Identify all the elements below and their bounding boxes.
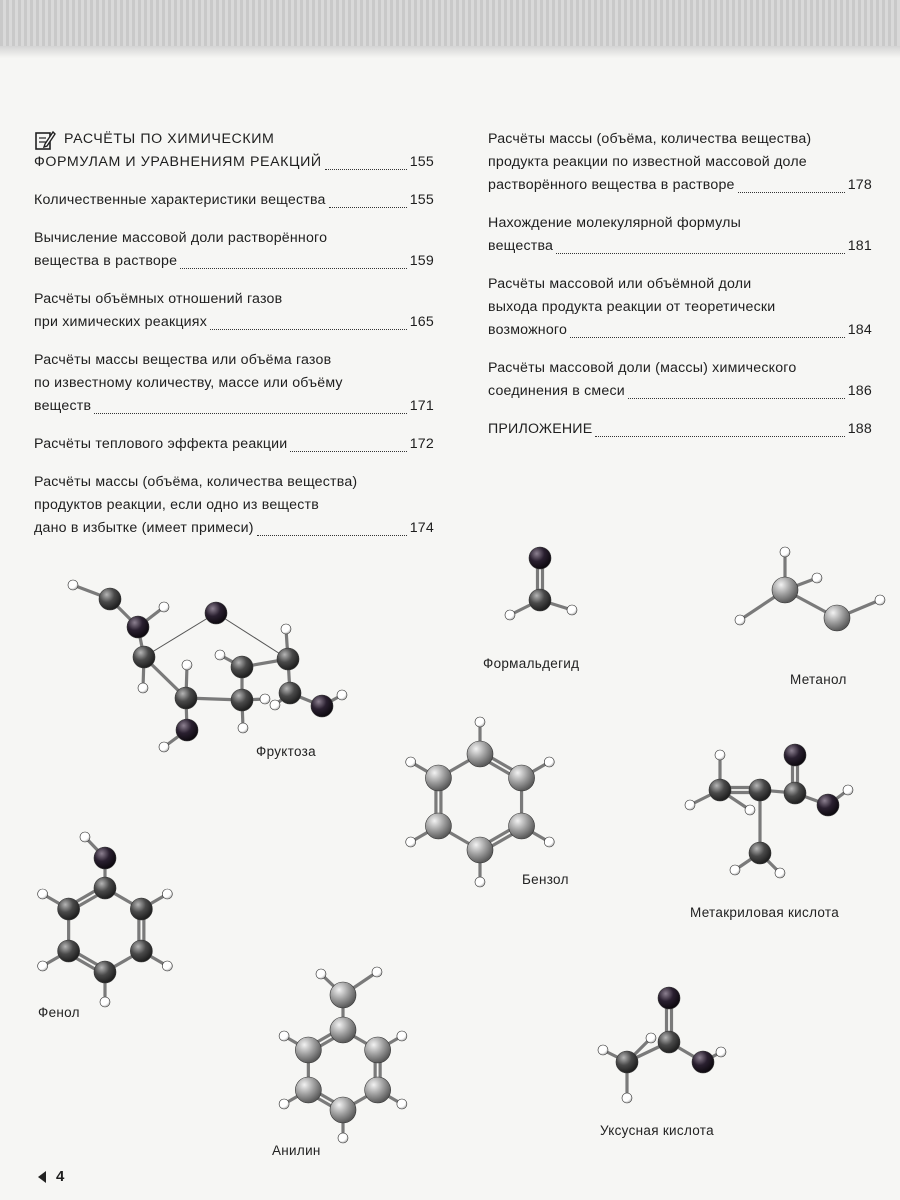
hydrogen-atom bbox=[406, 837, 416, 847]
toc-page-number: 155 bbox=[409, 154, 434, 170]
dot-leader bbox=[595, 435, 844, 437]
oxygen-atom bbox=[784, 744, 806, 766]
toc-entry-text: вещества в растворе bbox=[34, 253, 178, 269]
toc-entry-text: Количественные характеристики вещества bbox=[34, 192, 326, 208]
hydrogen-atom bbox=[281, 624, 291, 634]
hydrogen-atom bbox=[337, 690, 347, 700]
toc-entry-text: Расчёты массы (объёма, количества вещества) bbox=[34, 474, 358, 490]
toc-entry-text: по известному количеству, массе или объёму bbox=[34, 375, 343, 391]
light-atom bbox=[824, 605, 850, 631]
formaldehyde-molecule bbox=[490, 540, 590, 640]
hydrogen-atom bbox=[182, 660, 192, 670]
aniline-molecule bbox=[265, 960, 415, 1145]
toc-page-number: 174 bbox=[409, 520, 434, 536]
hydrogen-atom bbox=[397, 1031, 407, 1041]
toc-entry-text: растворённого вещества в растворе bbox=[488, 177, 735, 193]
dot-leader bbox=[329, 206, 407, 208]
toc-page-number: 184 bbox=[847, 322, 872, 338]
caption-methanol: Метанол bbox=[790, 672, 847, 687]
hydrogen-atom bbox=[544, 837, 554, 847]
methacrylic-acid-molecule bbox=[680, 735, 860, 885]
toc-entry-text: выхода продукта реакции от теоретически bbox=[488, 299, 776, 315]
toc-entry-text: Вычисление массовой доли растворённого bbox=[34, 230, 328, 246]
hydrogen-atom bbox=[715, 750, 725, 760]
hydrogen-atom bbox=[875, 595, 885, 605]
carbon-atom bbox=[709, 779, 731, 801]
caption-methacrylic-acid: Метакриловая кислота bbox=[690, 905, 840, 920]
toc-entry-text: дано в избытке (имеет примеси) bbox=[34, 520, 254, 536]
toc-page-number: 172 bbox=[409, 436, 434, 452]
fructose-molecule bbox=[60, 575, 360, 755]
hydrogen-atom bbox=[735, 615, 745, 625]
oxygen-atom bbox=[529, 547, 551, 569]
carbon-atom bbox=[94, 877, 116, 899]
oxygen-atom bbox=[176, 719, 198, 741]
caption-phenol: Фенол bbox=[38, 1005, 80, 1020]
hydrogen-atom bbox=[475, 877, 485, 887]
hydrogen-atom bbox=[716, 1047, 726, 1057]
hydrogen-atom bbox=[159, 602, 169, 612]
toc-entry bbox=[34, 288, 434, 334]
hydrogen-atom bbox=[780, 547, 790, 557]
hydrogen-atom bbox=[685, 800, 695, 810]
benzene-molecule bbox=[390, 705, 570, 895]
toc-entry bbox=[488, 357, 872, 403]
hydrogen-atom bbox=[598, 1045, 608, 1055]
carbon-atom bbox=[749, 842, 771, 864]
toc-entry-text: Расчёты массы (объёма, количества вещества) bbox=[488, 131, 812, 147]
hydrogen-atom bbox=[80, 832, 90, 842]
toc-entry-text: веществ bbox=[34, 398, 92, 414]
toc-entry-text: Нахождение молекулярной формулы bbox=[488, 215, 741, 231]
light-atom bbox=[467, 741, 493, 767]
page-number: 4 bbox=[56, 1168, 65, 1185]
toc-page-number: 159 bbox=[409, 253, 434, 269]
hydrogen-atom bbox=[138, 683, 148, 693]
hydrogen-atom bbox=[372, 967, 382, 977]
toc-heading-line-2: ФОРМУЛАМ И УРАВНЕНИЯМ РЕАКЦИЙ bbox=[34, 154, 322, 170]
oxygen-atom bbox=[658, 987, 680, 1009]
caption-fructose: Фруктоза bbox=[256, 744, 316, 759]
caption-aniline: Анилин bbox=[272, 1143, 321, 1158]
toc-entry-text: Расчёты массовой доли (массы) химического bbox=[488, 360, 797, 376]
carbon-atom bbox=[99, 588, 121, 610]
pencil-notebook-icon bbox=[34, 129, 56, 151]
phenol-molecule bbox=[30, 825, 200, 995]
oxygen-atom bbox=[692, 1051, 714, 1073]
toc-entry-text: Расчёты объёмных отношений газов bbox=[34, 291, 283, 307]
toc-page-number: 171 bbox=[409, 398, 434, 414]
carbon-atom bbox=[279, 682, 301, 704]
hydrogen-atom bbox=[279, 1031, 289, 1041]
toc-entry bbox=[34, 471, 434, 540]
hydrogen-atom bbox=[812, 573, 822, 583]
light-atom bbox=[425, 813, 451, 839]
hydrogen-atom bbox=[505, 610, 515, 620]
toc-left-column bbox=[34, 128, 434, 555]
dot-leader bbox=[570, 336, 845, 338]
light-atom bbox=[365, 1077, 391, 1103]
hydrogen-atom bbox=[406, 757, 416, 767]
light-atom bbox=[365, 1037, 391, 1063]
toc-entry-text: продукта реакции по известной массовой доле bbox=[488, 154, 807, 170]
hydrogen-atom bbox=[279, 1099, 289, 1109]
toc-entry-text: вещества bbox=[488, 238, 554, 254]
toc-page-number: 178 bbox=[847, 177, 872, 193]
hydrogen-atom bbox=[215, 650, 225, 660]
toc-entry-text: Расчёты массы вещества или объёма газов bbox=[34, 352, 332, 368]
dot-leader bbox=[94, 412, 407, 414]
ring-guide-line bbox=[144, 613, 216, 657]
toc-entry-text: Расчёты теплового эффекта реакции bbox=[34, 436, 288, 452]
methanol-molecule bbox=[725, 540, 895, 640]
hydrogen-atom bbox=[475, 717, 485, 727]
light-atom bbox=[295, 1077, 321, 1103]
hydrogen-atom bbox=[745, 805, 755, 815]
caption-acetic-acid: Уксусная кислота bbox=[600, 1123, 714, 1138]
carbon-atom bbox=[130, 940, 152, 962]
toc-entry-text: при химических реакциях bbox=[34, 314, 207, 330]
toc-entry-text: возможного bbox=[488, 322, 568, 338]
light-atom bbox=[295, 1037, 321, 1063]
dot-leader bbox=[290, 450, 406, 452]
carbon-atom bbox=[58, 898, 80, 920]
toc-page-number: 165 bbox=[409, 314, 434, 330]
toc-entry-text: ПРИЛОЖЕНИЕ bbox=[488, 421, 593, 437]
light-atom bbox=[509, 765, 535, 791]
hydrogen-atom bbox=[567, 605, 577, 615]
dot-leader bbox=[556, 252, 845, 254]
caption-benzene: Бензол bbox=[522, 872, 569, 887]
carbon-atom bbox=[130, 898, 152, 920]
toc-heading-entry bbox=[34, 128, 434, 174]
hydrogen-atom bbox=[100, 997, 110, 1007]
toc-page-number: 181 bbox=[847, 238, 872, 254]
oxygen-atom bbox=[127, 616, 149, 638]
toc-entry bbox=[488, 418, 872, 441]
oxygen-atom bbox=[94, 847, 116, 869]
hydrogen-atom bbox=[38, 889, 48, 899]
carbon-atom bbox=[277, 648, 299, 670]
toc-entry bbox=[488, 212, 872, 258]
toc-entry bbox=[34, 433, 434, 456]
toc-heading-line-1: РАСЧЁТЫ ПО ХИМИЧЕСКИМ bbox=[64, 131, 275, 147]
toc-page-number: 155 bbox=[409, 192, 434, 208]
hydrogen-atom bbox=[68, 580, 78, 590]
dot-leader bbox=[628, 397, 845, 399]
carbon-atom bbox=[529, 589, 551, 611]
carbon-atom bbox=[94, 961, 116, 983]
hydrogen-atom bbox=[730, 865, 740, 875]
hydrogen-atom bbox=[159, 742, 169, 752]
hydrogen-atom bbox=[38, 961, 48, 971]
hydrogen-atom bbox=[238, 723, 248, 733]
toc-right-column bbox=[488, 128, 872, 456]
carbon-atom bbox=[175, 687, 197, 709]
hydrogen-atom bbox=[338, 1133, 348, 1143]
hydrogen-atom bbox=[622, 1093, 632, 1103]
light-atom bbox=[330, 1097, 356, 1123]
toc-entry bbox=[34, 189, 434, 212]
light-atom bbox=[330, 982, 356, 1008]
hydrogen-atom bbox=[843, 785, 853, 795]
triangle-left-icon bbox=[38, 1171, 46, 1183]
acetic-acid-molecule bbox=[585, 980, 735, 1115]
carbon-atom bbox=[231, 656, 253, 678]
toc-entry bbox=[34, 349, 434, 418]
light-atom bbox=[330, 1017, 356, 1043]
oxygen-atom bbox=[205, 602, 227, 624]
oxygen-atom bbox=[817, 794, 839, 816]
light-atom bbox=[772, 577, 798, 603]
carbon-atom bbox=[616, 1051, 638, 1073]
toc-entry-text: продуктов реакции, если одно из веществ bbox=[34, 497, 319, 513]
carbon-atom bbox=[231, 689, 253, 711]
carbon-atom bbox=[749, 779, 771, 801]
dot-leader bbox=[210, 328, 407, 330]
toc-page-number: 188 bbox=[847, 421, 872, 437]
light-atom bbox=[425, 765, 451, 791]
top-decorative-band bbox=[0, 0, 900, 58]
carbon-atom bbox=[133, 646, 155, 668]
ring-guide-line bbox=[216, 613, 288, 659]
toc-entry bbox=[34, 227, 434, 273]
toc-entry-text: соединения в смеси bbox=[488, 383, 625, 399]
hydrogen-atom bbox=[260, 694, 270, 704]
hydrogen-atom bbox=[646, 1033, 656, 1043]
toc-entry bbox=[488, 273, 872, 342]
toc-entry-text: Расчёты массовой или объёмной доли bbox=[488, 276, 752, 292]
toc-entry bbox=[488, 128, 872, 197]
hydrogen-atom bbox=[316, 969, 326, 979]
dot-leader bbox=[180, 267, 407, 269]
carbon-atom bbox=[658, 1031, 680, 1053]
dot-leader bbox=[738, 191, 845, 193]
oxygen-atom bbox=[311, 695, 333, 717]
hydrogen-atom bbox=[544, 757, 554, 767]
hydrogen-atom bbox=[162, 889, 172, 899]
dot-leader bbox=[257, 534, 407, 536]
light-atom bbox=[467, 837, 493, 863]
page-footer bbox=[38, 1168, 64, 1185]
carbon-atom bbox=[784, 782, 806, 804]
carbon-atom bbox=[58, 940, 80, 962]
light-atom bbox=[509, 813, 535, 839]
dot-leader bbox=[325, 168, 407, 170]
toc-page-number: 186 bbox=[847, 383, 872, 399]
hydrogen-atom bbox=[397, 1099, 407, 1109]
caption-formaldehyde: Формальдегид bbox=[483, 656, 580, 671]
hydrogen-atom bbox=[775, 868, 785, 878]
hydrogen-atom bbox=[162, 961, 172, 971]
hydrogen-atom bbox=[270, 700, 280, 710]
